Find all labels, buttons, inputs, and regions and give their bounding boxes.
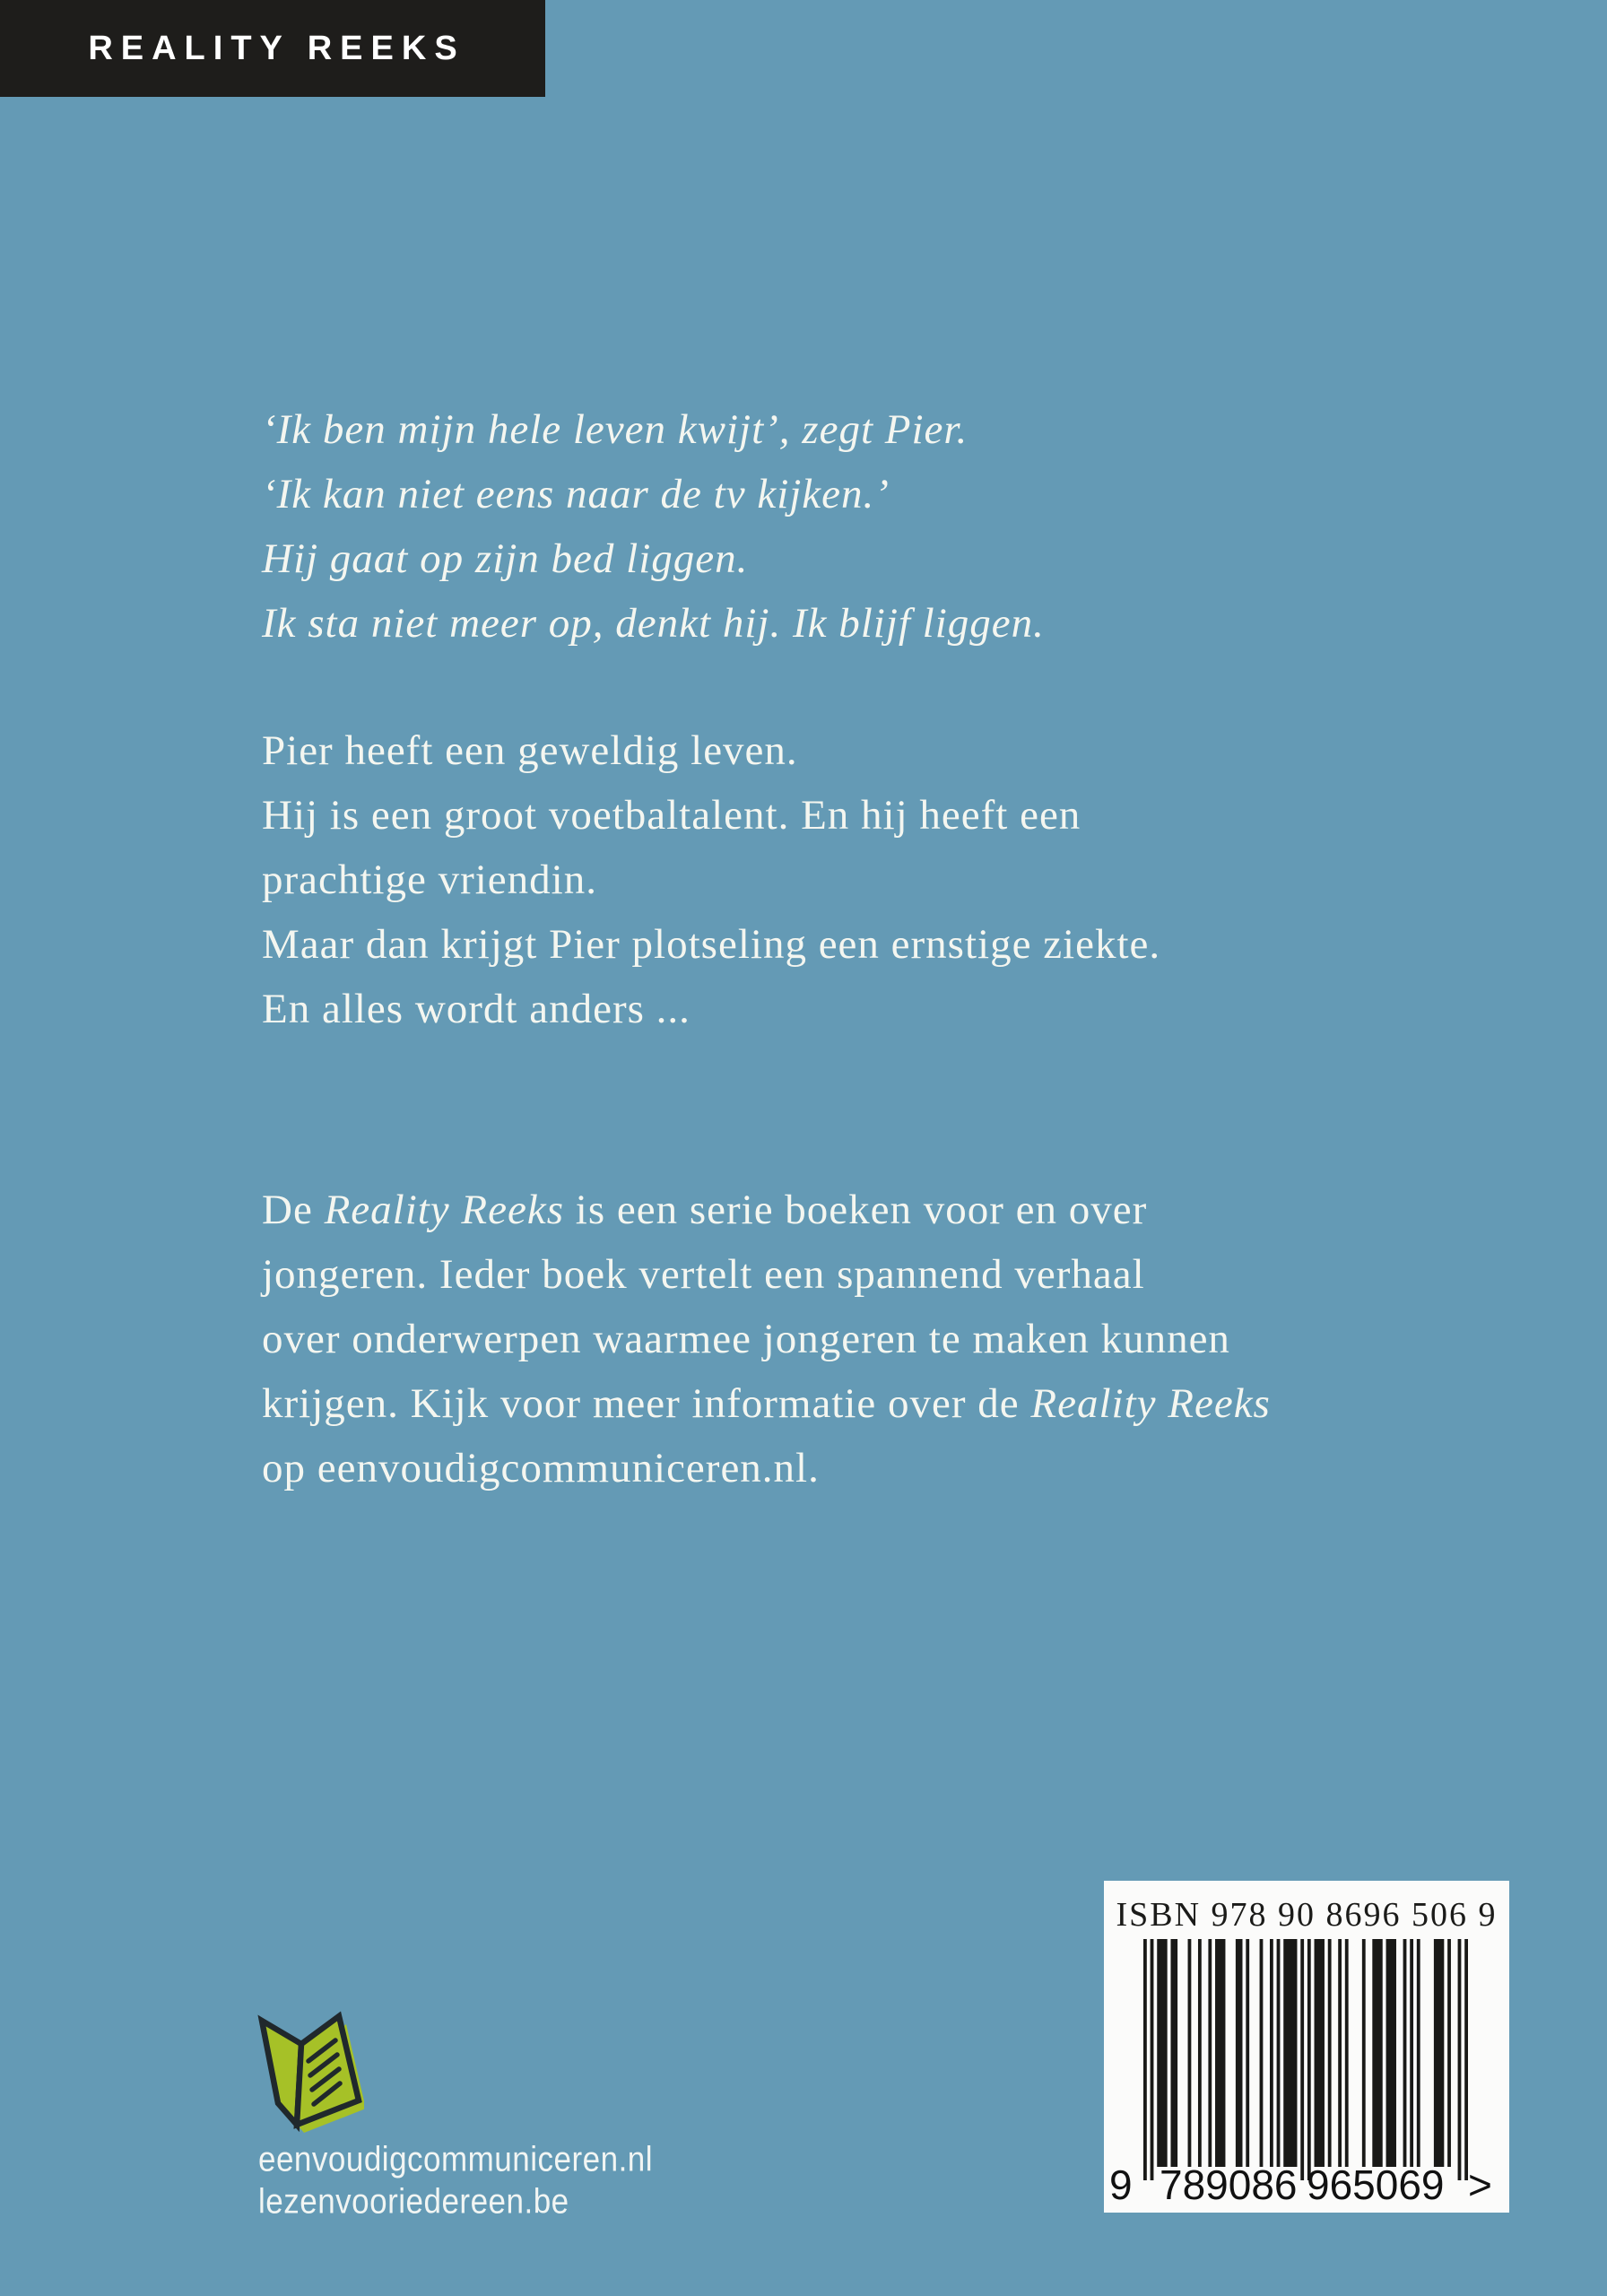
barcode-digit-group: 789086 — [1160, 2161, 1298, 2208]
quote-paragraph — [262, 397, 1045, 656]
synopsis-line: Pier heeft een geweldig leven. — [262, 727, 798, 774]
isbn-number-label: ISBN 978 90 8696 506 9 — [1116, 1896, 1498, 1934]
website-line: lezenvooriedereen.be — [258, 2181, 569, 2222]
barcode-digit-first: 9 — [1109, 2161, 1133, 2208]
series-banner — [0, 0, 545, 97]
quote-line: ‘Ik ben mijn hele leven kwijt’, zegt Pier. — [262, 406, 969, 453]
quote-line: Ik sta niet meer op, denkt hij. Ik blijf liggen. — [262, 600, 1045, 647]
synopsis-line: prachtige vriendin. — [262, 857, 597, 903]
series-line — [262, 1178, 1271, 1242]
series-text: De — [262, 1187, 325, 1233]
quote-line: ‘Ik kan niet eens naar de tv kijken.’ — [262, 471, 890, 517]
series-name-italic: Reality Reeks — [324, 1187, 565, 1233]
series-text: is een serie boeken voor en over — [564, 1187, 1148, 1233]
barcode-digit-group: 965069 — [1307, 2161, 1445, 2208]
barcode-digits-row — [1104, 2161, 1509, 2213]
synopsis-line: Maar dan krijgt Pier plotseling een ernstige ziekte. — [262, 921, 1161, 968]
series-line — [262, 1371, 1271, 1436]
publisher-websites — [258, 2138, 653, 2222]
open-book-logo-icon — [256, 2005, 364, 2133]
quote-line: Hij gaat op zijn bed liggen. — [262, 535, 749, 582]
isbn-barcode-block — [1104, 1881, 1509, 2213]
series-text: krijgen. Kijk voor meer informatie over de — [262, 1380, 1031, 1427]
series-banner-label: REALITY REEKS — [88, 29, 465, 67]
series-line: jongeren. Ieder boek vertelt een spannend verhaal — [262, 1251, 1145, 1298]
synopsis-line: Hij is een groot voetbaltalent. En hij heeft een — [262, 792, 1081, 839]
series-line: op eenvoudigcommuniceren.nl. — [262, 1445, 820, 1492]
series-description-paragraph — [262, 1178, 1271, 1500]
synopsis-line: En alles wordt anders ... — [262, 986, 691, 1032]
series-line: over onderwerpen waarmee jongeren te maken kunnen — [262, 1316, 1230, 1362]
series-name-italic: Reality Reeks — [1030, 1380, 1271, 1427]
synopsis-paragraph — [262, 718, 1160, 1041]
ean13-barcode — [1143, 1939, 1468, 2180]
website-line: eenvoudigcommuniceren.nl — [258, 2139, 654, 2179]
barcode-quiet-zone-marker: > — [1468, 2161, 1492, 2208]
